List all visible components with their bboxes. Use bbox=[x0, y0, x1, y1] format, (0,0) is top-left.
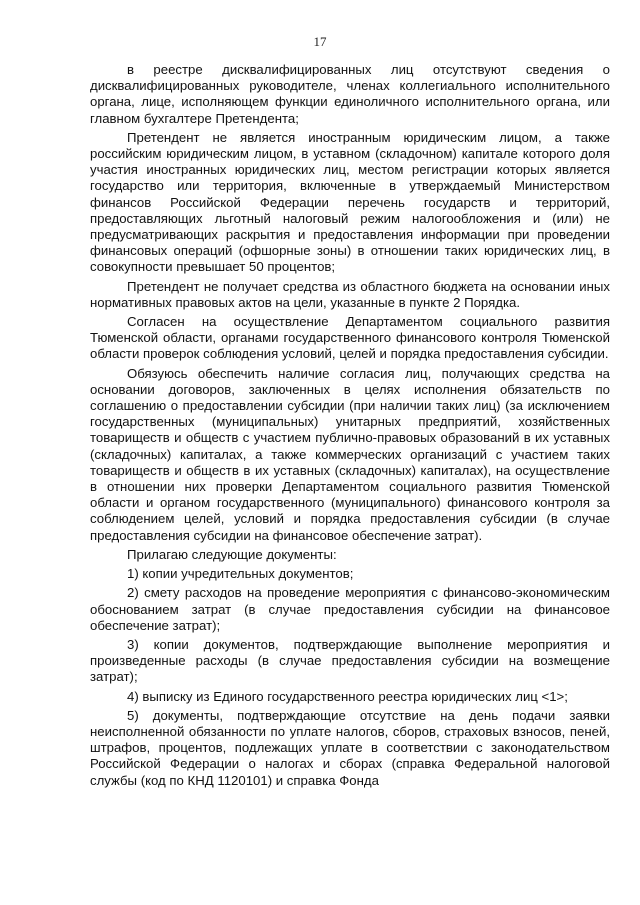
list-item-4: 4) выписку из Единого государственного реестра юридических лиц <1>; bbox=[127, 688, 568, 704]
document-body bbox=[90, 62, 610, 792]
paragraph-attachments-intro: Прилагаю следующие документы: bbox=[127, 546, 337, 562]
paragraph-consent-inspection: Согласен на осуществление Департаментом социального развития Тюменской области, органами государственного финансового контроля Тюменской области проверок соблюдения условий, целей и порядка предоставления субсидии. bbox=[90, 314, 610, 362]
paragraph-obligation-consent: Обязуюсь обеспечить наличие согласия лиц, получающих средства на основании договоров, заключенных в целях исполнения обязательств по соглашению о предоставлении субсидии (при наличии таких лиц) (за исключением государственных (муниципальных) унитарных предприятий, хозяйственных товариществ и обществ с участием публично-правовых образований в их уставных (складочных) капиталах, а также коммерческих организаций с участием таких товариществ и обществ в их уставных (складочных) капиталах), на осуществление в отношении них проверки Департаментом социального развития Тюменской области и органом государственного (муниципального) финансового контроля за соблюдением целей, условий и порядка предоставления субсидии (в случае предоставления субсидии на финансовое обеспечение затрат). bbox=[90, 365, 610, 543]
list-item-1: 1) копии учредительных документов; bbox=[127, 566, 354, 582]
paragraph-regional-budget: Претендент не получает средства из областного бюджета на основании иных нормативных правовых актов на цели, указанные в пункте 2 Порядка. bbox=[90, 278, 610, 310]
page-number: 17 bbox=[313, 34, 327, 49]
paragraph-disqualified-registry: в реестре дисквалифицированных лиц отсутствуют сведения о дисквалифицированных руководителе, членах коллегиального исполнительного органа, лице, исполняющем функции единоличного исполнительного органа, или главном бухгалтере Претендента; bbox=[90, 62, 610, 126]
list-item-3: 3) копии документов, подтверждающие выполнение мероприятия и произведенные расходы (в случае предоставления субсидии на возмещение затрат); bbox=[90, 636, 610, 685]
paragraph-foreign-entity: Претендент не является иностранным юридическим лицом, а также российским юридическим лицом, в уставном (складочном) капитале которого доля участия иностранных юридических лиц, местом регистрации которых является государство или территория, включенные в утверждаемый Министерством финансов Российской Федерации перечень государств и территорий, предоставляющих льготный налоговый режим налогообложения и (или) не предусматривающих раскрытия и предоставления информации при проведении финансовых операций (офшорные зоны) в отношении таких юридических лиц, в совокупности превышает 50 процентов; bbox=[90, 129, 610, 275]
list-item-5: 5) документы, подтверждающие отсутствие на день подачи заявки неисполненной обязанности по уплате налогов, сборов, страховых взносов, пеней, штрафов, процентов, подлежащих уплате в соответствии с законодательством Российской Федерации о налогах и сборах (справка Федеральной налоговой службы (код по КНД 1120101) и справка Фонда bbox=[90, 707, 610, 788]
list-item-2: 2) смету расходов на проведение мероприятия с финансово-экономическим обоснованием затрат (в случае предоставления субсидии на финансовое обеспечение затрат); bbox=[90, 585, 610, 633]
